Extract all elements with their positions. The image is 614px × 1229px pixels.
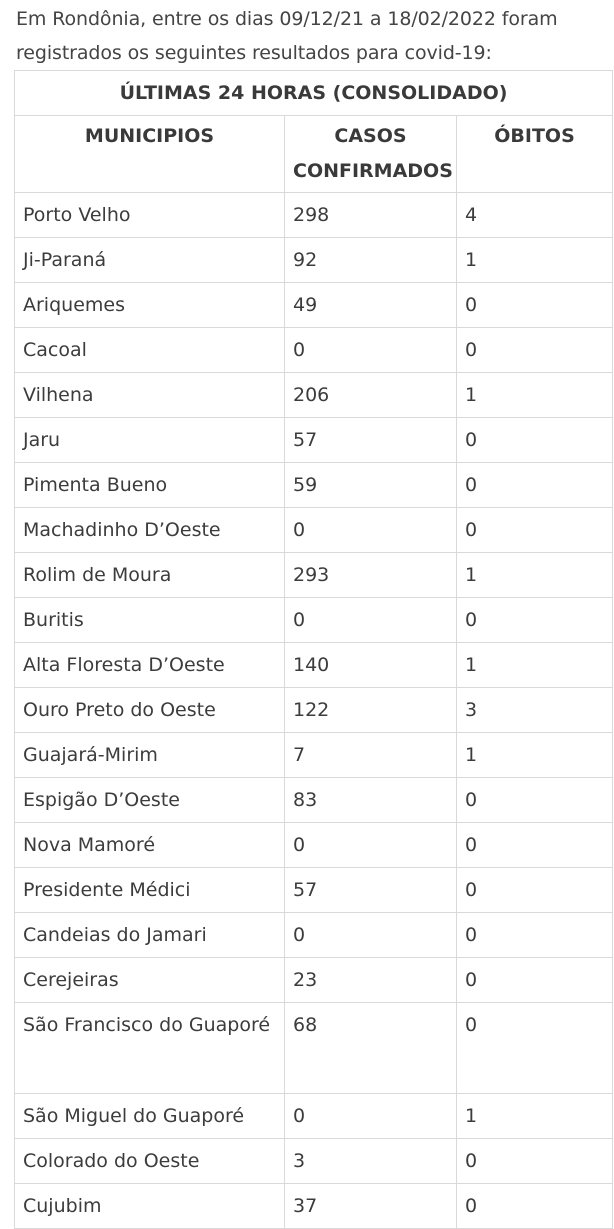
cell-obitos: 0 <box>457 913 613 958</box>
cell-municipio: Nova Mamoré <box>15 823 285 868</box>
table-row <box>15 643 613 688</box>
cell-casos-confirmados: 7 <box>285 733 457 778</box>
cell-obitos: 0 <box>457 1139 613 1184</box>
table-row <box>15 193 613 238</box>
cell-obitos: 1 <box>457 643 613 688</box>
table-row <box>15 733 613 778</box>
cell-obitos: 4 <box>457 193 613 238</box>
cell-municipio: Pimenta Bueno <box>15 463 285 508</box>
cell-municipio: Rolim de Moura <box>15 553 285 598</box>
cell-obitos: 0 <box>457 1184 613 1229</box>
cell-casos-confirmados: 57 <box>285 418 457 463</box>
table-header-row <box>15 116 613 193</box>
cell-obitos: 0 <box>457 778 613 823</box>
cell-municipio: Colorado do Oeste <box>15 1139 285 1184</box>
cell-casos-confirmados: 298 <box>285 193 457 238</box>
table-row <box>15 1184 613 1229</box>
cell-obitos: 0 <box>457 958 613 1003</box>
cell-obitos: 1 <box>457 1094 613 1139</box>
table-row <box>15 958 613 1003</box>
table-row <box>15 508 613 553</box>
cell-municipio: Cujubim <box>15 1184 285 1229</box>
covid-results-table <box>14 70 613 1229</box>
cell-municipio: Presidente Médici <box>15 868 285 913</box>
cell-casos-confirmados: 57 <box>285 868 457 913</box>
cell-municipio: Ouro Preto do Oeste <box>15 688 285 733</box>
table-body <box>15 193 613 1229</box>
cell-municipio: Vilhena <box>15 373 285 418</box>
cell-casos-confirmados: 0 <box>285 508 457 553</box>
table-title-row <box>15 71 613 116</box>
cell-municipio: Ji-Paraná <box>15 238 285 283</box>
header-municipios: MUNICIPIOS <box>15 116 285 193</box>
table-row <box>15 688 613 733</box>
cell-municipio: Buritis <box>15 598 285 643</box>
cell-municipio: Jaru <box>15 418 285 463</box>
cell-casos-confirmados: 293 <box>285 553 457 598</box>
cell-casos-confirmados: 92 <box>285 238 457 283</box>
intro-paragraph: Em Rondônia, entre os dias 09/12/21 a 18/02/2022 foram registrados os seguintes resultados para covid-19: <box>16 8 558 64</box>
cell-obitos: 3 <box>457 688 613 733</box>
table-row <box>15 418 613 463</box>
cell-casos-confirmados: 59 <box>285 463 457 508</box>
cell-municipio: Machadinho D’Oeste <box>15 508 285 553</box>
cell-obitos: 0 <box>457 328 613 373</box>
cell-casos-confirmados: 83 <box>285 778 457 823</box>
cell-casos-confirmados: 49 <box>285 283 457 328</box>
table-row <box>15 778 613 823</box>
cell-casos-confirmados: 23 <box>285 958 457 1003</box>
table-title: ÚLTIMAS 24 HORAS (CONSOLIDADO) <box>15 71 613 116</box>
cell-obitos: 0 <box>457 418 613 463</box>
cell-municipio: Candeias do Jamari <box>15 913 285 958</box>
table-row <box>15 463 613 508</box>
cell-obitos: 0 <box>457 283 613 328</box>
table-row <box>15 238 613 283</box>
cell-casos-confirmados: 140 <box>285 643 457 688</box>
cell-obitos: 0 <box>457 823 613 868</box>
cell-obitos: 0 <box>457 508 613 553</box>
cell-obitos: 1 <box>457 238 613 283</box>
cell-municipio: Alta Floresta D’Oeste <box>15 643 285 688</box>
header-casos-confirmados: CASOS CONFIRMADOS <box>285 116 457 193</box>
table-row <box>15 1003 613 1094</box>
cell-casos-confirmados: 0 <box>285 913 457 958</box>
table-row <box>15 598 613 643</box>
cell-obitos: 0 <box>457 463 613 508</box>
table-row <box>15 373 613 418</box>
cell-obitos: 1 <box>457 733 613 778</box>
table-row <box>15 283 613 328</box>
cell-casos-confirmados: 122 <box>285 688 457 733</box>
cell-obitos: 1 <box>457 373 613 418</box>
cell-casos-confirmados: 206 <box>285 373 457 418</box>
table-row <box>15 868 613 913</box>
cell-casos-confirmados: 37 <box>285 1184 457 1229</box>
cell-obitos: 0 <box>457 598 613 643</box>
table-row <box>15 823 613 868</box>
cell-casos-confirmados: 3 <box>285 1139 457 1184</box>
cell-municipio: Cerejeiras <box>15 958 285 1003</box>
cell-municipio: São Miguel do Guaporé <box>15 1094 285 1139</box>
header-obitos: ÓBITOS <box>457 116 613 193</box>
table-row <box>15 328 613 373</box>
table-row <box>15 913 613 958</box>
cell-municipio: São Francisco do Guaporé <box>15 1003 285 1094</box>
cell-casos-confirmados: 0 <box>285 328 457 373</box>
cell-obitos: 0 <box>457 868 613 913</box>
cell-casos-confirmados: 0 <box>285 823 457 868</box>
cell-casos-confirmados: 0 <box>285 598 457 643</box>
table-row <box>15 1094 613 1139</box>
cell-municipio: Cacoal <box>15 328 285 373</box>
cell-municipio: Ariquemes <box>15 283 285 328</box>
table-row <box>15 1139 613 1184</box>
cell-obitos: 0 <box>457 1003 613 1094</box>
cell-municipio: Guajará-Mirim <box>15 733 285 778</box>
cell-municipio: Porto Velho <box>15 193 285 238</box>
cell-casos-confirmados: 0 <box>285 1094 457 1139</box>
cell-casos-confirmados: 68 <box>285 1003 457 1094</box>
cell-municipio: Espigão D’Oeste <box>15 778 285 823</box>
table-row <box>15 553 613 598</box>
cell-obitos: 1 <box>457 553 613 598</box>
